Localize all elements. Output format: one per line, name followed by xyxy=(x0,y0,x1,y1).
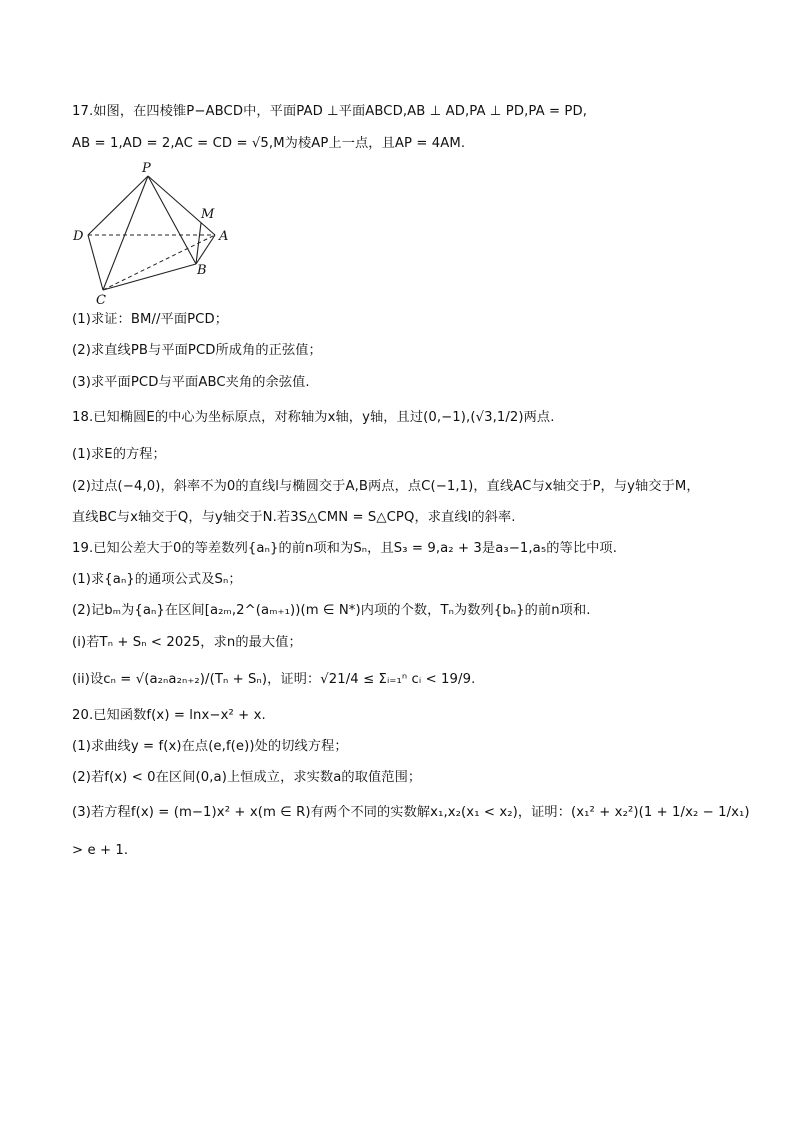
edge-PB xyxy=(148,176,196,264)
edge-PD xyxy=(88,176,148,235)
problem-19-q1: (1)求{aₙ}的通项公式及Sₙ； xyxy=(72,572,242,587)
problem-20-q3-line2: > e + 1. xyxy=(72,843,129,858)
problem-20-statement: 20.已知函数f(x) = lnx−x² + x. xyxy=(72,708,266,723)
edge-CB xyxy=(103,264,196,290)
label-D: D xyxy=(73,229,84,244)
problem-18-q1: (1)求E的方程； xyxy=(72,447,166,462)
edge-PC xyxy=(103,176,148,290)
label-A: A xyxy=(219,229,229,244)
problem-20-q2: (2)若f(x) < 0在区间(0,a)上恒成立，求实数a的取值范围； xyxy=(72,770,422,785)
problem-18-statement: 18.已知椭圆E的中心为坐标原点，对称轴为x轴，y轴，且过(0,−1),(√3,1/2)两点. xyxy=(72,410,555,425)
problem-19-statement: 19.已知公差大于0的等差数列{aₙ}的前n项和为Sₙ，且S₃ = 9,a₂ + 3是a₃−1,a₅的等比中项. xyxy=(72,541,617,556)
problem-20-q3-line1: (3)若方程f(x) = (m−1)x² + x(m ∈ R)有两个不同的实数解x₁,x₂(x₁ < x₂)，证明：(x₁² + x₂²)(1 + 1/x₂ − 1/x₁) xyxy=(72,805,750,820)
problem-18-q2-line1: (2)过点(−4,0)，斜率不为0的直线l与椭圆交于A,B两点，点C(−1,1)，直线AC与x轴交于P，与y轴交于M， xyxy=(72,479,700,494)
label-B: B xyxy=(197,263,207,278)
problem-20-q1: (1)求曲线y = f(x)在点(e,f(e))处的切线方程； xyxy=(72,739,348,754)
edge-PA xyxy=(148,176,215,235)
problem-17-statement: 17.如图，在四棱锥P−ABCD中，平面PAD ⊥平面ABCD,AB ⊥ AD,PA ⊥ PD,PA = PD, xyxy=(72,104,588,119)
problem-17-q1: (1)求证：BM//平面PCD； xyxy=(72,312,229,327)
problem-19-q2: (2)记bₘ为{aₙ}在区间[a₂ₘ,2^(aₘ₊₁))(m ∈ N*)内项的个数，Tₙ为数列{bₙ}的前n项和. xyxy=(72,603,591,618)
pyramid-figure xyxy=(68,160,238,308)
problem-19-qi: (i)若Tₙ + Sₙ < 2025，求n的最大值； xyxy=(72,635,302,650)
label-P: P xyxy=(142,161,151,176)
label-C: C xyxy=(96,293,106,308)
problem-19-qii: (ii)设cₙ = √(a₂ₙa₂ₙ₊₂)/(Tₙ + Sₙ)，证明：√21/4 ≤ Σᵢ₌₁ⁿ cᵢ < 19/9. xyxy=(72,672,476,687)
edge-DC xyxy=(88,235,103,290)
problem-17-q3: (3)求平面PCD与平面ABC夹角的余弦值. xyxy=(72,375,310,390)
problem-17-conditions: AB = 1,AD = 2,AC = CD = √5,M为棱AP上一点，且AP = 4AM. xyxy=(72,136,466,151)
label-M: M xyxy=(201,207,215,222)
problem-17-q2: (2)求直线PB与平面PCD所成角的正弦值； xyxy=(72,343,322,358)
problem-18-q2-line2: 直线BC与x轴交于Q，与y轴交于N.若3S△CMN = S△CPQ，求直线l的斜率. xyxy=(72,510,516,525)
